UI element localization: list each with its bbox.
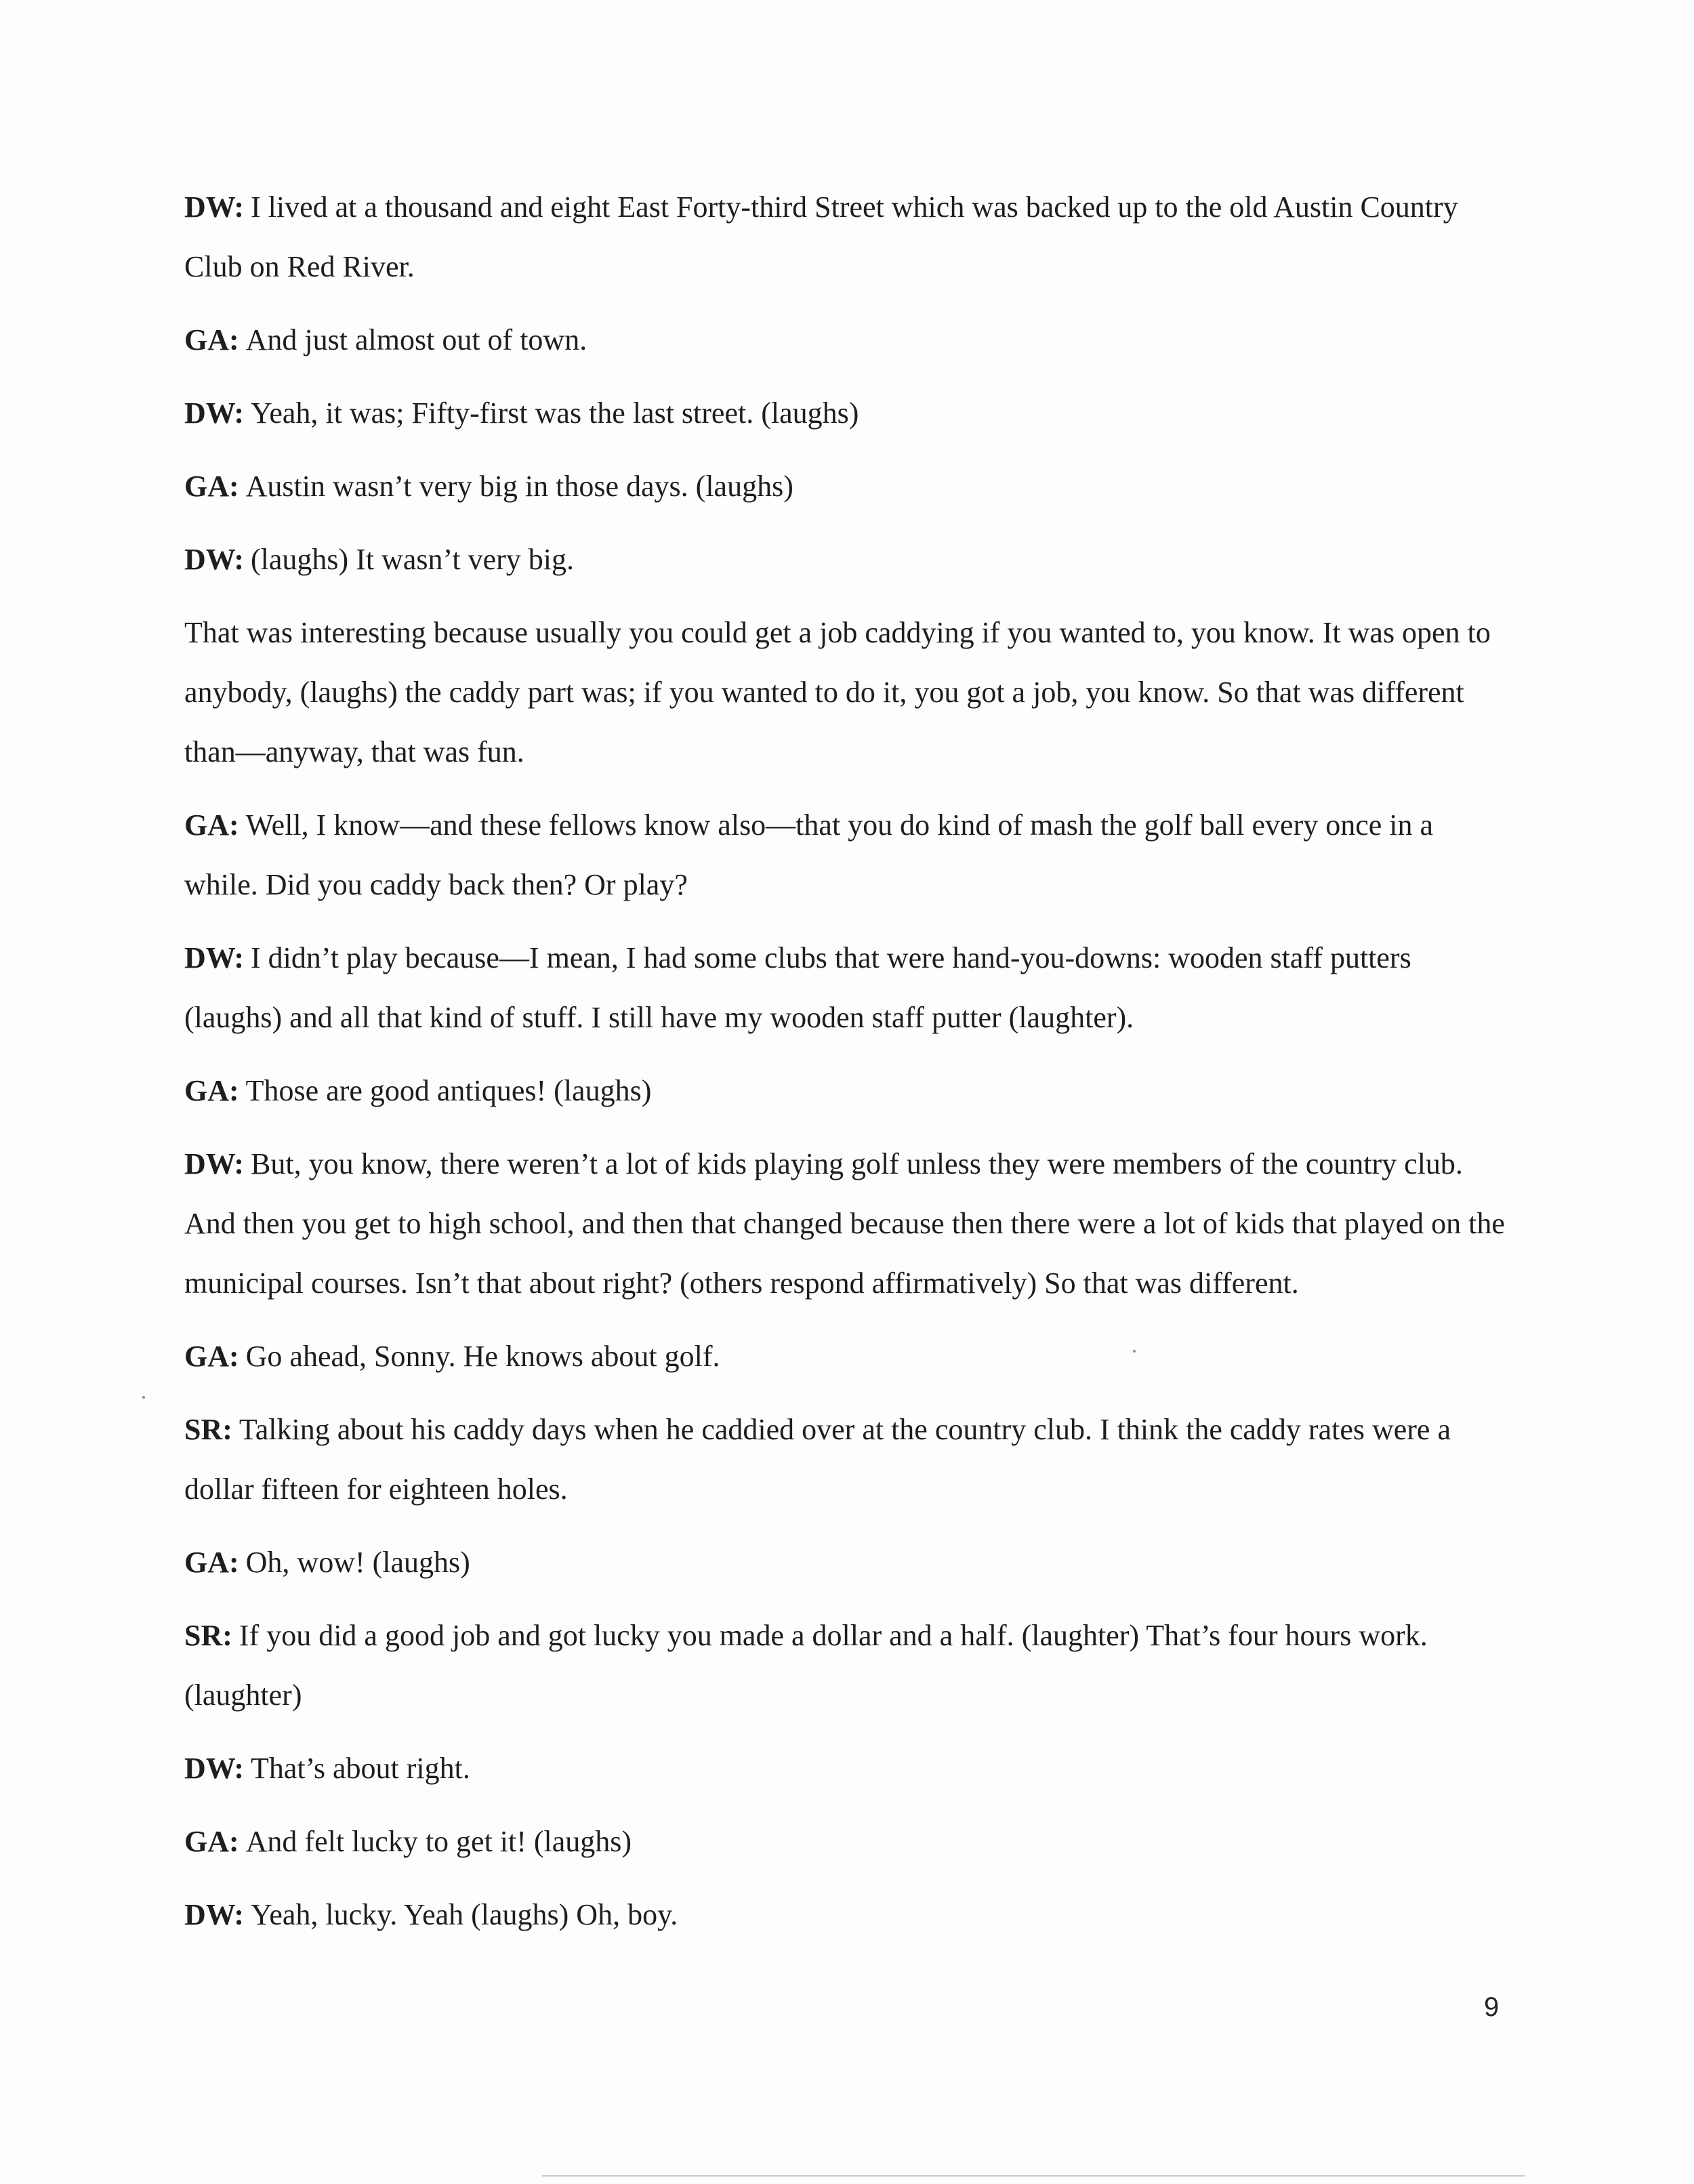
transcript-paragraph [184,1885,1506,1945]
scan-speck [142,1396,145,1399]
speaker-label: DW: [184,1752,244,1785]
speaker-label: GA: [184,323,239,356]
speaker-label: SR: [184,1619,232,1652]
scan-edge-line [542,2175,1525,2177]
paragraph-text: And just almost out of town. [245,323,587,356]
paragraph-text: Yeah, lucky. Yeah (laughs) Oh, boy. [251,1898,678,1931]
speaker-label: DW: [184,190,244,224]
paragraph-text: (laughs) It wasn’t very big. [251,543,574,576]
speaker-label: DW: [184,941,244,974]
speaker-label: SR: [184,1413,232,1446]
transcript-paragraph [184,310,1506,370]
paragraph-text: But, you know, there weren’t a lot of kids playing golf unless they were members of the country club. And then you get to high school, and then that changed because then there were a lot of kids that played on the municipal courses. Isn’t that about right? (others respond affirmatively) So that was different. [184,1147,1505,1300]
transcript-paragraph [184,457,1506,516]
speaker-label: GA: [184,808,239,842]
paragraph-text: That’s about right. [251,1752,470,1785]
transcript-paragraph [184,530,1506,590]
page-number: 9 [1484,1992,1500,2022]
transcript-paragraph [184,1134,1506,1313]
transcript-paragraph [184,178,1506,297]
transcript-paragraph [184,1400,1506,1519]
scan-speck [1133,1350,1136,1353]
paragraph-text: Austin wasn’t very big in those days. (laughs) [245,470,793,503]
transcript-paragraph [184,1061,1506,1121]
paragraph-text: Oh, wow! (laughs) [245,1546,470,1579]
speaker-label: GA: [184,1546,239,1579]
speaker-label: DW: [184,543,244,576]
paragraph-text: That was interesting because usually you could get a job caddying if you wanted to, you know. It was open to anybody, (laughs) the caddy part was; if you wanted to do it, you got a job, you know. So that was different than—anyway, that was fun. [184,616,1491,768]
paragraph-text: Well, I know—and these fellows know also—that you do kind of mash the golf ball every once in a while. Did you caddy back then? Or play? [184,808,1434,901]
transcript-paragraph [184,1327,1506,1386]
transcript-paragraph [184,384,1506,443]
transcript-paragraph [184,796,1506,915]
transcript-paragraph [184,603,1506,782]
speaker-label: DW: [184,1147,244,1180]
speaker-label: DW: [184,396,244,430]
paragraph-text: Those are good antiques! (laughs) [245,1074,652,1107]
transcript-body [184,178,1506,1958]
paragraph-text: Go ahead, Sonny. He knows about golf. [245,1340,720,1373]
speaker-label: GA: [184,1825,239,1858]
paragraph-text: If you did a good job and got lucky you made a dollar and a half. (laughter) That’s four hours work. (laughter) [184,1619,1428,1712]
transcript-paragraph [184,928,1506,1048]
paragraph-text: Talking about his caddy days when he caddied over at the country club. I think the caddy rates were a dollar fifteen for eighteen holes. [184,1413,1451,1506]
speaker-label: DW: [184,1898,244,1931]
paragraph-text: I lived at a thousand and eight East Forty-third Street which was backed up to the old Austin Country Club on Red River. [184,190,1458,283]
transcript-paragraph [184,1533,1506,1592]
speaker-label: GA: [184,1340,239,1373]
transcript-paragraph [184,1606,1506,1725]
paragraph-text: Yeah, it was; Fifty-first was the last street. (laughs) [251,396,859,430]
paragraph-text: I didn’t play because—I mean, I had some clubs that were hand-you-downs: wooden staff putters (laughs) and all that kind of stuff. I still have my wooden staff putter (laughter). [184,941,1411,1034]
paragraph-text: And felt lucky to get it! (laughs) [245,1825,632,1858]
speaker-label: GA: [184,470,239,503]
transcript-paragraph [184,1812,1506,1872]
transcript-paragraph [184,1739,1506,1798]
speaker-label: GA: [184,1074,239,1107]
